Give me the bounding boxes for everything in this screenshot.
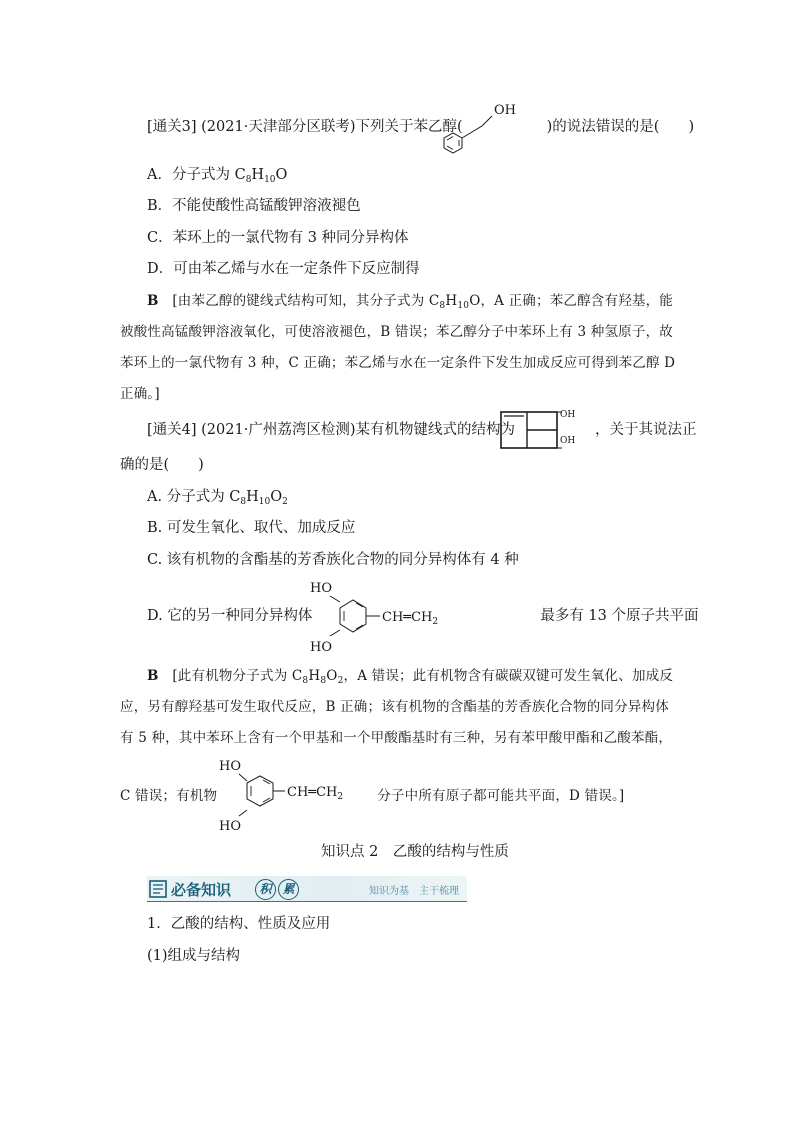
svg-text:CH═CH2: $CH═CH_2$ (287, 785, 344, 802)
knowledge-banner (147, 876, 467, 902)
q3-stem: [通关3] (2021·天津部分区联考)下列关于苯乙醇( )的说法错误的是( ) (147, 119, 695, 135)
section-heading: 知识点 2 乙酸的结构与性质 (321, 844, 509, 860)
svg-text:OH: OH (560, 436, 576, 446)
q4-option-c: C. 该有机物的含酯基的芳香族化合物的同分异构体有 4 种 (147, 552, 519, 568)
q4-stem-line-2: 确的是( ) (120, 457, 204, 473)
q3-answer-line-1: B [由苯乙醇的键线式结构可知，其分子式为 $C_8H_{10}O$，A 正确；苯乙醇含有羟基，能 (147, 293, 674, 311)
banner-badge: 积 累 (255, 879, 301, 900)
item-1: 1．乙酸的结构、性质及应用 (147, 916, 331, 932)
dihydroxystyrene-structure-2 (215, 754, 415, 834)
bicyclic-diol-structure (500, 410, 580, 454)
q4-answer-line-4: C 错误；有机物 分子中所有原子都可能共平面，D 错误。] (120, 788, 625, 804)
book-icon (149, 880, 167, 898)
q3-answer-line-2: 被酸性高锰酸钾溶液氧化，可使溶液褪色，B 错误；苯乙醇分子中苯环上有 3 种氢原子，故 (120, 324, 673, 340)
banner-subtitle: 知识为基 主干梳理 (369, 886, 459, 897)
q3-option-a: A．分子式为 $C_8H_{10}O$ (147, 167, 288, 185)
q4-answer-line-3: 有 5 种，其中苯环上含有一个甲基和一个甲酸酯基时有三种，另有苯甲酸甲酯和乙酸苯酯， (120, 730, 673, 746)
q3-option-d: D．可由苯乙烯与水在一定条件下反应制得 (147, 261, 420, 277)
banner-rule (147, 901, 467, 903)
svg-text:HO: HO (310, 640, 332, 655)
svg-text:HO: HO (219, 819, 241, 834)
q4-answer-line-1: B [此有机物分子式为 $C_8H_8O_2$，A 错误；此有机物含有碳碳双键可发生氧化、加成反 (147, 668, 674, 686)
q4-option-d: D. 它的另一种同分异构体 最多有 13 个原子共平面 (147, 608, 699, 624)
q4-answer-letter: B (147, 668, 159, 684)
svg-text:OH: OH (560, 410, 576, 420)
banner-title: 必备知识 (171, 881, 232, 899)
q3-answer-line-3: 苯环上的一氯代物有 3 种，C 正确；苯乙烯与水在一定条件下发生加成反应可得到苯乙醇 D (120, 355, 676, 371)
svg-text:CH═CH2: $CH═CH_2$ (382, 610, 439, 627)
q3-answer-letter: B (147, 293, 159, 309)
q4-option-a: A. 分子式为 $C_8H_{10}O_2$ (147, 489, 288, 507)
item-1-1: (1)组成与结构 (147, 948, 241, 964)
dihydroxystyrene-structure-1 (300, 574, 600, 654)
q3-option-b: B．不能使酸性高锰酸钾溶液褪色 (147, 198, 361, 214)
q3-answer-line-4: 正确。] (120, 386, 160, 402)
phenylethanol-structure (430, 96, 530, 156)
svg-text:HO: HO (310, 581, 332, 596)
q4-stem-line-1: [通关4] (2021·广州荔湾区检测)某有机物键线式的结构为 ，关于其说法正 (147, 422, 697, 438)
q3-option-c: C．苯环上的一氯代物有 3 种同分异构体 (147, 230, 409, 246)
svg-text:HO: HO (219, 759, 241, 774)
q4-answer-line-2: 应，另有醇羟基可发生取代反应，B 正确；该有机物的含酯基的芳香族化合物的同分异构体 (120, 699, 669, 715)
q4-option-b: B. 可发生氧化、取代、加成反应 (147, 520, 356, 536)
oh-label: OH (494, 103, 516, 118)
